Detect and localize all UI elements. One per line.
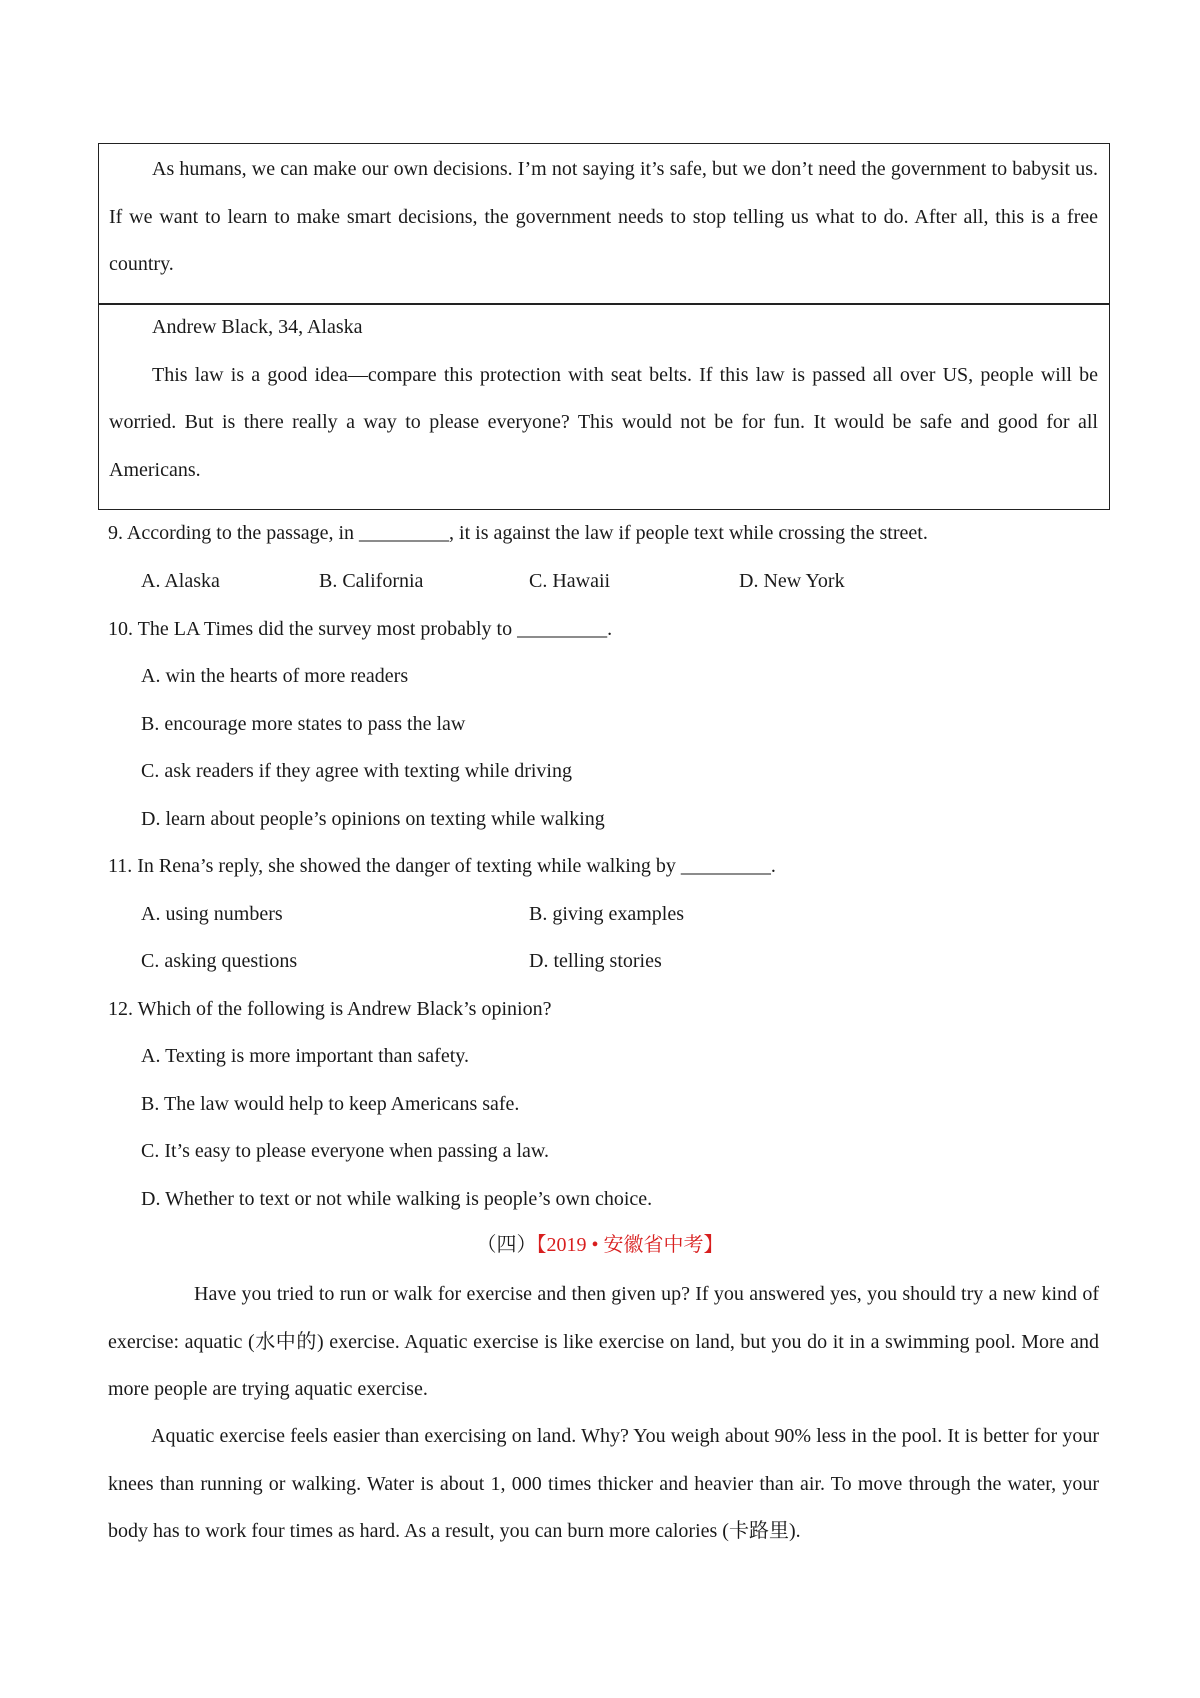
question-10-option-c: C. ask readers if they agree with texting while driving [141,760,572,782]
opinion-author: Andrew Black, 34, Alaska [152,316,363,338]
question-12-option-c: C. It’s easy to please everyone when passing a law. [141,1140,550,1162]
passage-paragraph-1: Have you tried to run or walk for exercise and then given up? If you answered yes, you should try a new kind of exercise: aquatic (水中的) exercise. Aquatic exercise is like exercise on land, but you do it in a swimming pool. More and more people are trying aquatic exercise. [108,1283,1099,1400]
question-12-option-a: A. Texting is more important than safety. [141,1045,469,1067]
question-10-option-b: B. encourage more states to pass the law [141,713,466,735]
question-11-option-b: B. giving examples [529,903,684,925]
question-9-option-c: C. Hawaii [529,570,611,592]
question-12-option-d: D. Whether to text or not while walking is people’s own choice. [141,1188,653,1210]
question-11-option-c: C. asking questions [141,950,298,972]
question-11-option-d: D. telling stories [529,950,662,972]
question-9-option-b: B. California [319,570,424,592]
section-source: 【2019 • 安徽省中考】 [536,1234,724,1256]
section-number: （四） [476,1234,537,1256]
passage-paragraph-2: Aquatic exercise feels easier than exercising on land. Why? You weigh about 90% less in the pool. It is better for your knees than running or walking. Water is about 1, 000 times thicker and heavier than air. To move through the water, your body has to work four times as hard. As a result, you can burn more calories (卡路里). [108,1425,1099,1542]
question-12-option-b: B. The law would help to keep Americans safe. [141,1093,520,1115]
question-9-option-a: A. Alaska [141,570,220,592]
section-heading [0,1233,1200,1257]
question-9-option-d: D. New York [739,570,845,592]
opinion-box-1 [98,143,1110,305]
question-9-stem: 9. According to the passage, in _________, it is against the law if people text while crossing the street. [108,522,928,544]
question-11-option-a: A. using numbers [141,903,283,925]
opinion-box-2 [98,303,1110,510]
question-10-stem: 10. The LA Times did the survey most probably to _________. [108,618,613,640]
question-11-stem: 11. In Rena’s reply, she showed the danger of texting while walking by _________. [108,855,776,877]
question-10-option-a: A. win the hearts of more readers [141,665,409,687]
opinion-text: This law is a good idea—compare this protection with seat belts. If this law is passed all over US, people will be worried. But is there really a way to please everyone? This would not be for fun. It would be safe and good for all Americans. [109,363,1098,481]
question-12-stem: 12. Which of the following is Andrew Black’s opinion? [108,998,552,1020]
opinion-text: As humans, we can make our own decisions. I’m not saying it’s safe, but we don’t need the government to babysit us. If we want to learn to make smart decisions, the government needs to stop telling us what to do. After all, this is a free country. [109,158,1098,275]
question-10-option-d: D. learn about people’s opinions on texting while walking [141,808,605,830]
